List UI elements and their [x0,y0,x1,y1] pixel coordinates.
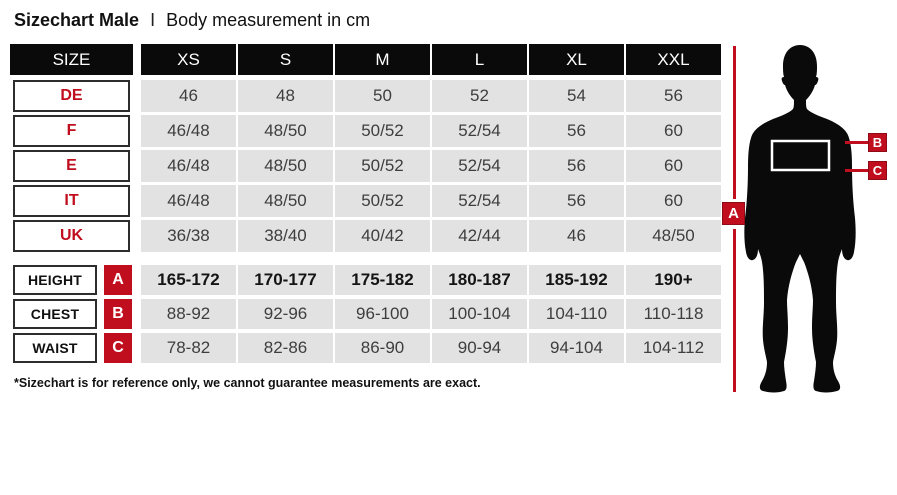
waist-measure-line [845,169,868,172]
measure-cell: 165-172 [141,265,236,295]
size-cell: 56 [529,185,624,217]
size-cell: 46/48 [141,185,236,217]
measure-cell: 86-90 [335,333,430,363]
table-row-height [10,265,721,295]
marker-badge-b: B [104,299,132,329]
footnote: *Sizechart is for reference only, we cannot guarantee measurements are exact. [14,376,481,390]
measure-cell: 104-112 [626,333,721,363]
size-cell: 52/54 [432,150,527,182]
column-header-s: S [238,44,333,75]
size-cell: 46 [141,80,236,112]
measure-cell: 78-82 [141,333,236,363]
body-figure [715,0,897,495]
column-header-l: L [432,44,527,75]
measure-cell: 175-182 [335,265,430,295]
size-header-cell: SIZE [10,44,133,75]
measure-cell: 110-118 [626,299,721,329]
row-label-e: E [13,150,130,182]
table-row-de [10,80,721,112]
measure-cell: 94-104 [529,333,624,363]
size-cell: 40/42 [335,220,430,252]
row-label-uk: UK [13,220,130,252]
size-cell: 48/50 [238,115,333,147]
measure-cell: 88-92 [141,299,236,329]
chest-measure-line [845,141,868,144]
measure-cell: 90-94 [432,333,527,363]
size-cell: 50/52 [335,115,430,147]
size-cell: 52 [432,80,527,112]
page-title [14,10,370,31]
page-title-subtitle: Body measurement in cm [166,10,371,30]
measure-cell: 170-177 [238,265,333,295]
measure-cell: 185-192 [529,265,624,295]
title-separator: I [150,10,156,30]
size-cell: 48/50 [238,185,333,217]
measure-cell: 82-86 [238,333,333,363]
measure-cell: 190+ [626,265,721,295]
size-cell: 56 [529,115,624,147]
size-cell: 48 [238,80,333,112]
page-title-main: Sizechart Male [14,10,140,30]
figure-marker-a: A [722,202,745,225]
figure-marker-b: B [868,133,887,152]
size-cell: 46/48 [141,150,236,182]
table-row-chest [10,299,721,329]
size-cell: 60 [626,115,721,147]
section-divider-gap [10,255,721,265]
column-header-xs: XS [141,44,236,75]
measure-cell: 100-104 [432,299,527,329]
row-label-f: F [13,115,130,147]
column-header-m: M [335,44,430,75]
measure-cell: 104-110 [529,299,624,329]
size-cell: 48/50 [626,220,721,252]
table-row-e [10,150,721,182]
measure-cell: 92-96 [238,299,333,329]
table-row-waist [10,333,721,363]
table-header-row [10,44,721,75]
male-silhouette [742,44,866,394]
size-cell: 60 [626,185,721,217]
row-label-de: DE [13,80,130,112]
size-cell: 52/54 [432,185,527,217]
size-cell: 52/54 [432,115,527,147]
row-label-height: HEIGHT [13,265,97,295]
row-label-waist: WAIST [13,333,97,363]
size-cell: 50/52 [335,150,430,182]
size-cell: 56 [626,80,721,112]
marker-badge-a: A [104,265,132,295]
size-cell: 42/44 [432,220,527,252]
size-cell: 46/48 [141,115,236,147]
table-row-it [10,185,721,217]
size-cell: 56 [529,150,624,182]
column-header-xl: XL [529,44,624,75]
marker-badge-c: C [104,333,132,363]
measure-cell: 180-187 [432,265,527,295]
table-row-f [10,115,721,147]
size-cell: 54 [529,80,624,112]
row-label-chest: CHEST [13,299,97,329]
height-measure-line-bottom [733,229,736,392]
size-cell: 50 [335,80,430,112]
size-cell: 36/38 [141,220,236,252]
sizechart-table [10,44,721,367]
measure-cell: 96-100 [335,299,430,329]
size-cell: 46 [529,220,624,252]
size-cell: 50/52 [335,185,430,217]
height-measure-line-top [733,46,736,199]
row-label-it: IT [13,185,130,217]
column-header-xxl: XXL [626,44,721,75]
size-cell: 48/50 [238,150,333,182]
table-row-uk [10,220,721,252]
figure-marker-c: C [868,161,887,180]
size-cell: 38/40 [238,220,333,252]
size-cell: 60 [626,150,721,182]
